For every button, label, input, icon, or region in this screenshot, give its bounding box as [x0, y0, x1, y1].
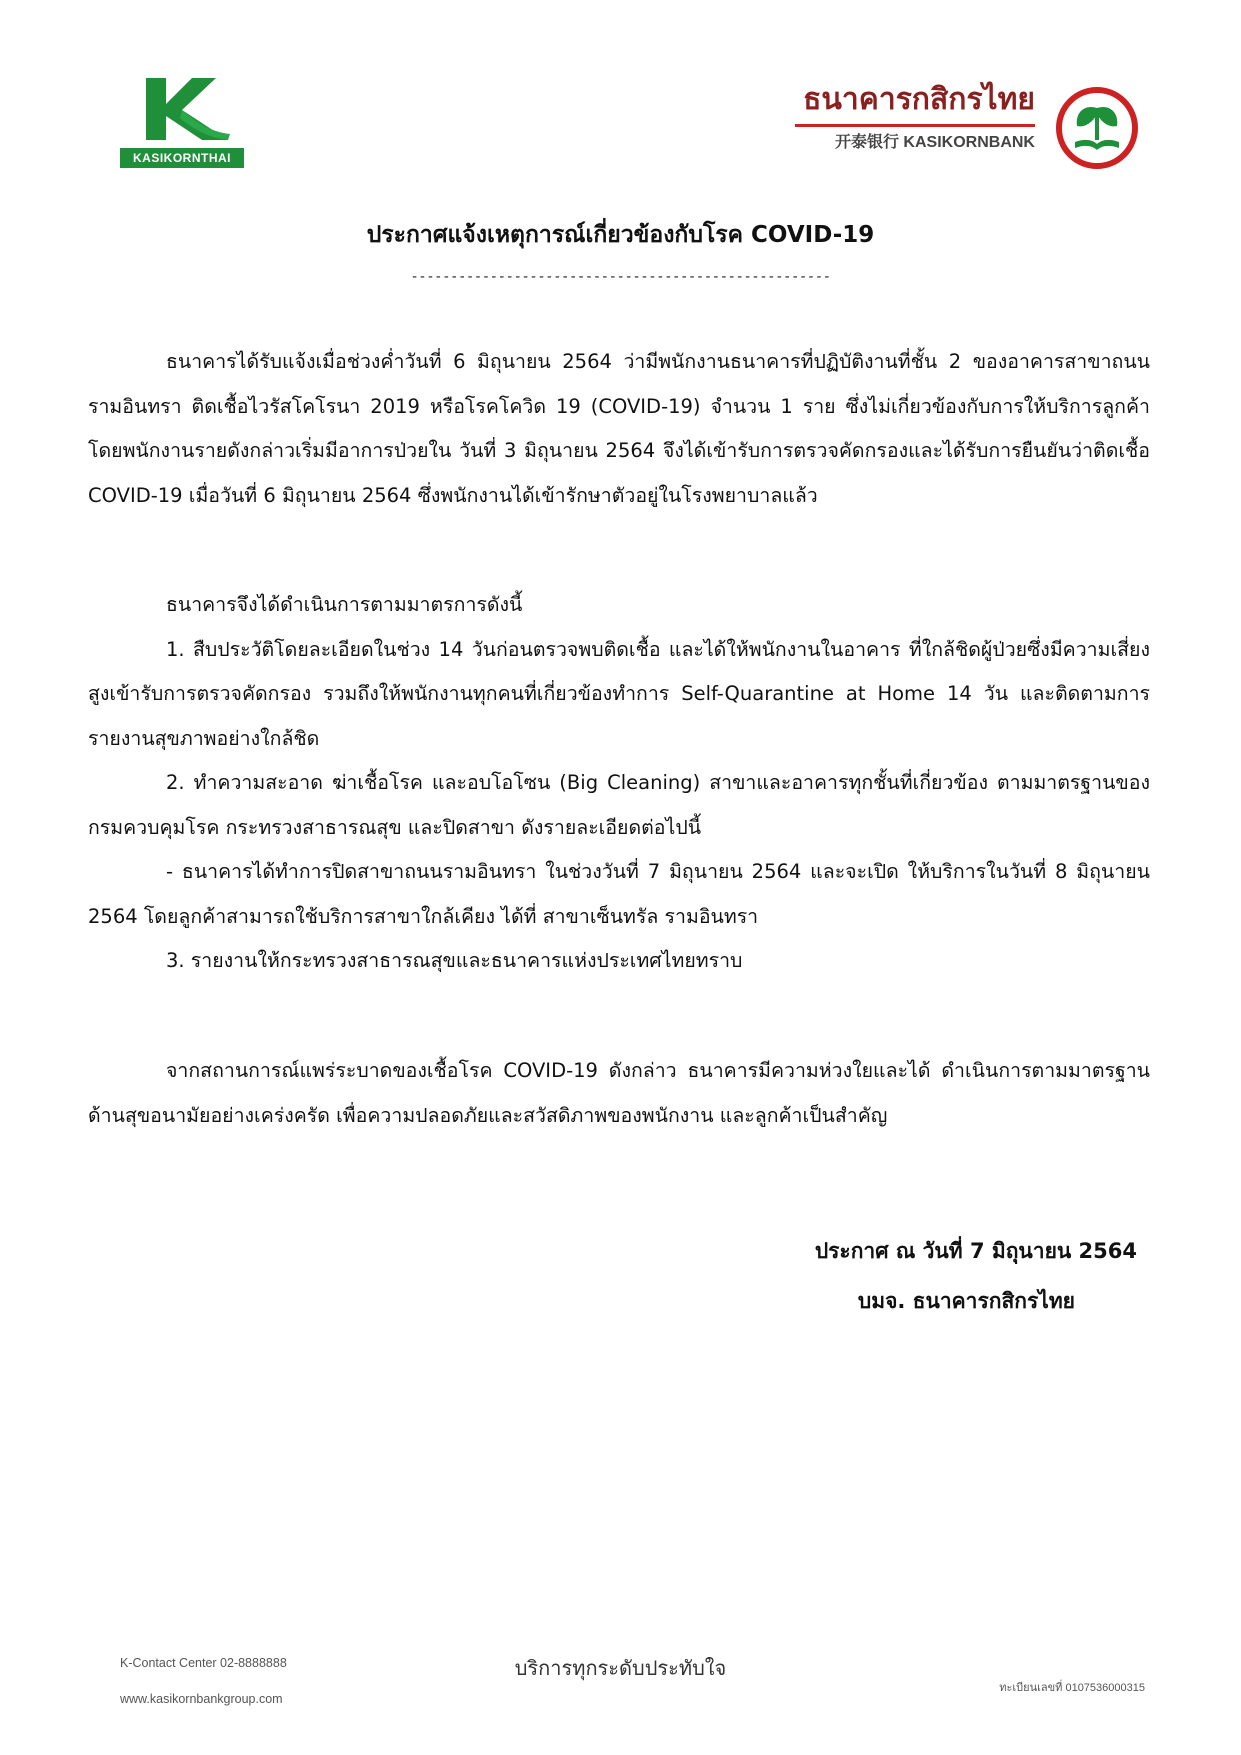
signoff-block	[577, 1226, 1137, 1326]
bank-name-underline	[795, 124, 1035, 127]
measure-item-1: 1. สืบประวัติโดยละเอียดในช่วง 14 วันก่อนตรวจพบติดเชื้อ และได้ให้พนักงานในอาคาร ที่ใกล้ชิดผู้ป่วยซึ่งมีความเสี่ยงสูงเข้ารับการตรวจคัดกรอง รวมถึงให้พนักงานทุกคนที่เกี่ยวข้องทำการ Self-Quarantine at Home 14 วัน และติดตามการรายงานสุขภาพอย่างใกล้ชิด	[88, 637, 1150, 750]
intro-paragraph: ธนาคารได้รับแจ้งเมื่อช่วงค่ำวันที่ 6 มิถุนายน 2564 ว่ามีพนักงานธนาคารที่ปฏิบัติงานที่ชั้น 2 ของอาคารสาขาถนนรามอินทรา ติดเชื้อไวรัสโคโรนา 2019 หรือโรคโควิด 19 (COVID-19) จำนวน 1 ราย ซึ่งไม่เกี่ยวข้องกับการให้บริการลูกค้า โดยพนักงานรายดังกล่าวเริ่มมีอาการป่วยใน วันที่ 3 มิถุนายน 2564 จึงได้เข้ารับการตรวจคัดกรองและได้รับการยืนยันว่าติดเชื้อ COVID-19 เมื่อวันที่ 6 มิถุนายน 2564 ซึ่งพนักงานได้เข้ารักษาตัวอยู่ในโรงพยาบาลแล้ว	[88, 350, 1150, 507]
contact-center-text: K-Contact Center 02-8888888	[120, 1656, 287, 1670]
closing-paragraph: จากสถานการณ์แพร่ระบาดของเชื้อโรค COVID-19 ดังกล่าว ธนาคารมีความห่วงใยและได้ ดำเนินการตามมาตรฐานด้านสุขอนามัยอย่างเคร่งครัด เพื่อความปลอดภัยและสวัสดิภาพของพนักงาน และลูกค้าเป็นสำคัญ	[88, 1059, 1150, 1127]
k-logo-icon	[132, 74, 232, 146]
website-link[interactable]: www.kasikornbankgroup.com	[120, 1692, 283, 1706]
measures-section	[88, 583, 1150, 984]
measures-lead: ธนาคารจึงได้ดำเนินการตามมาตรการดังนี้	[166, 593, 523, 616]
kasikornbank-seal-icon	[1055, 86, 1139, 170]
measure-item-3: 3. รายงานให้กระทรวงสาธารณสุขและธนาคารแห่งประเทศไทยทราบ	[166, 949, 743, 972]
bank-name-english: 开泰银行 KASIKORNBANK	[834, 134, 1035, 151]
footer-slogan: บริการทุกระดับประทับใจ	[514, 1656, 727, 1680]
kasikornthai-logo	[120, 74, 244, 170]
announcement-date: ประกาศ ณ วันที่ 7 มิถุนายน 2564	[814, 1239, 1137, 1263]
measure-item-2: 2. ทำความสะอาด ฆ่าเชื้อโรค และอบโอโซน (Big Cleaning) สาขาและอาคารทุกชั้นที่เกี่ยวข้อง ตามมาตรฐานของกรมควบคุมโรค กระทรวงสาธารณสุข และปิดสาขา ดังรายละเอียดต่อไปนี้	[88, 771, 1150, 839]
kasikornbank-logo	[785, 78, 1155, 170]
issuer-name: บมจ. ธนาคารกสิกรไทย	[857, 1289, 1075, 1313]
intro-section	[88, 340, 1150, 518]
kasikornthai-label: KASIKORNTHAI	[120, 148, 244, 168]
title-divider: -----------------------------------------------------	[410, 269, 831, 285]
document-title: ประกาศแจ้งเหตุการณ์เกี่ยวข้องกับโรค COVID-19	[366, 222, 875, 248]
measure-item-2-detail: - ธนาคารได้ทำการปิดสาขาถนนรามอินทรา ในช่วงวันที่ 7 มิถุนายน 2564 และจะเปิด ให้บริการในวันที่ 8 มิถุนายน 2564 โดยลูกค้าสามารถใช้บริการสาขาใกล้เคียง ได้ที่ สาขาเซ็นทรัล รามอินทรา	[88, 860, 1150, 928]
closing-section	[88, 1049, 1150, 1138]
bank-name-thai: ธนาคารกสิกรไทย	[803, 82, 1035, 117]
footer-registration: ทะเบียนเลขที่ 0107536000315	[999, 1682, 1145, 1694]
